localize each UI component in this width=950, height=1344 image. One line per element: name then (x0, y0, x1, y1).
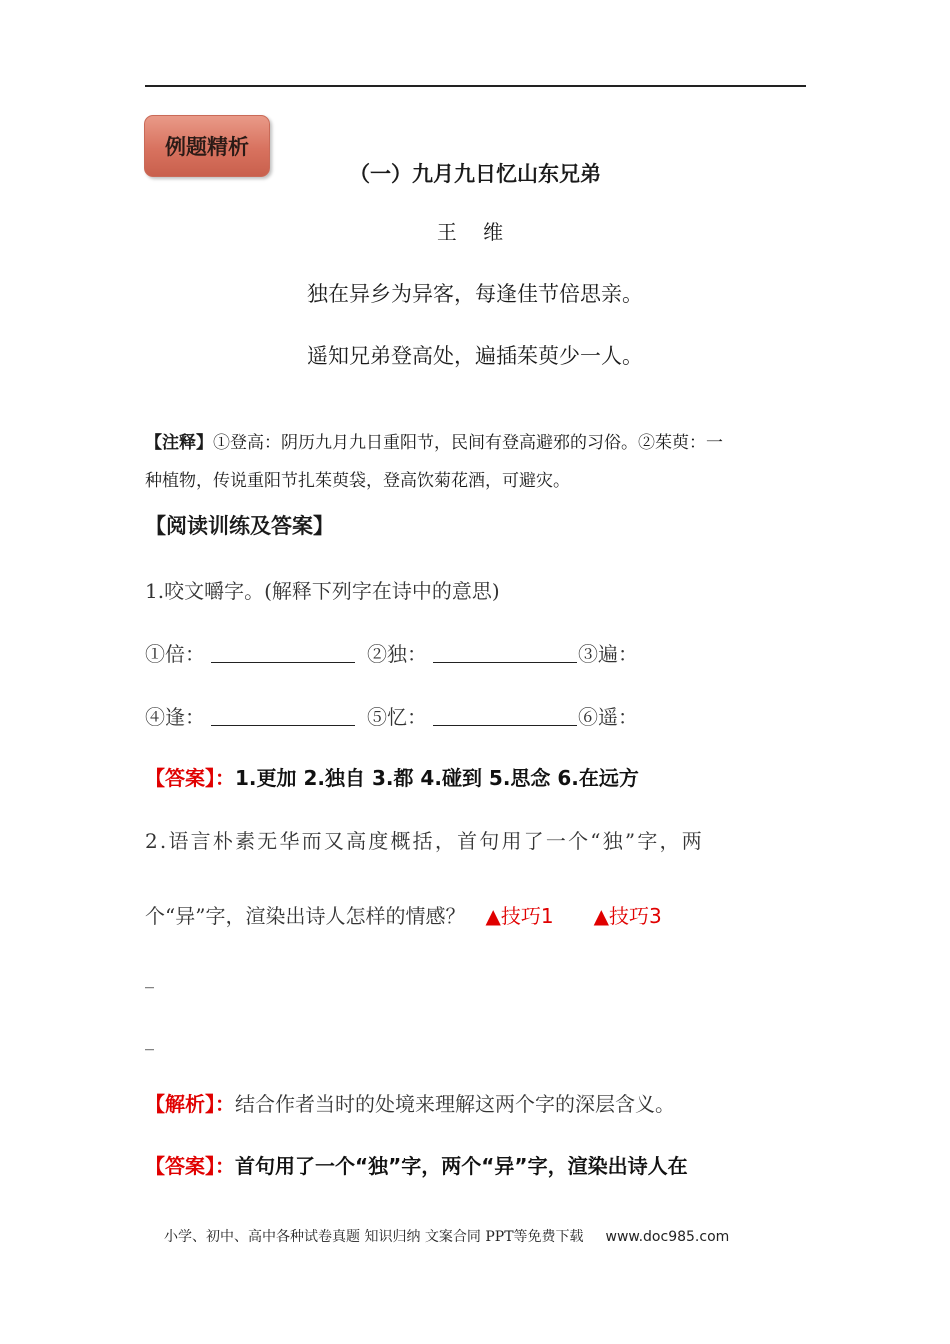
note-text-1: ①登高：阴历九月九日重阳节，民间有登高避邪的习俗。②茱萸：一 (213, 433, 723, 453)
q1-blank-bei[interactable] (211, 662, 355, 663)
q2-analysis-label: 【解析】： (145, 1092, 235, 1116)
q1-item-bei: ①倍： (145, 642, 205, 666)
top-rule (145, 85, 806, 87)
q1-item-bian: ③遍： (578, 642, 638, 666)
q2-answer-blank-2[interactable]: _ (145, 1030, 154, 1051)
note-label: 【注释】 (145, 433, 213, 453)
q2-tip-3: ▲技巧3 (593, 904, 662, 928)
poem-line-2: 遥知兄弟登高处，遍插茱萸少一人。 (307, 344, 643, 368)
q1-row-1 (145, 638, 805, 666)
q1-prompt: 1.咬文嚼字。(解释下列字在诗中的意思) (145, 579, 500, 603)
q2-answer-blank-1[interactable]: _ (145, 968, 154, 989)
q2-prompt-text-2: 个“异”字，渲染出诗人怎样的情感？ (145, 904, 466, 928)
footer (164, 1226, 729, 1246)
q1-answer-label: 【答案】： (145, 766, 235, 790)
poem-title: （一）九月九日忆山东兄弟 (349, 162, 601, 186)
poem-line-1: 独在异乡为异客，每逢佳节倍思亲。 (307, 282, 643, 306)
q2-analysis-text: 结合作者当时的处境来理解这两个字的深层含义。 (235, 1092, 675, 1116)
q2-answer (145, 1150, 688, 1179)
q2-analysis (145, 1088, 675, 1117)
footer-text: 小学、初中、高中各种试卷真题 知识归纳 文案合同 PPT等免费下载 (164, 1229, 584, 1245)
section-badge: 例题精析 (144, 115, 270, 177)
q1-item-yi: ⑤忆： (367, 705, 427, 729)
q1-answer-text: 1.更加 2.独自 3.都 4.碰到 5.思念 6.在远方 (235, 766, 639, 790)
q2-tip-1: ▲技巧1 (485, 904, 554, 928)
q2-answer-text: 首句用了一个“独”字，两个“异”字，渲染出诗人在 (235, 1154, 688, 1178)
q1-item-du: ②独： (367, 642, 427, 666)
section-heading: 【阅读训练及答案】 (145, 514, 334, 538)
q1-blank-feng[interactable] (211, 725, 355, 726)
footer-url[interactable]: www.doc985.com (605, 1229, 730, 1245)
q1-item-feng: ④逢： (145, 705, 205, 729)
q1-answer (145, 762, 639, 791)
q1-item-yao: ⑥遥： (578, 705, 638, 729)
note-line-2: 种植物，传说重阳节扎茱萸袋，登高饮菊花酒，可避灾。 (145, 471, 570, 491)
q2-prompt-line-2 (145, 900, 662, 929)
q2-answer-label: 【答案】： (145, 1154, 235, 1178)
q1-blank-du[interactable] (433, 662, 577, 663)
note-line-1 (145, 428, 723, 453)
poem-author: 王 维 (436, 220, 514, 244)
q1-row-2 (145, 701, 805, 729)
q2-prompt-line-1: 2.语言朴素无华而又高度概括，首句用了一个“独”字，两 (145, 829, 704, 853)
q1-blank-yi[interactable] (433, 725, 577, 726)
